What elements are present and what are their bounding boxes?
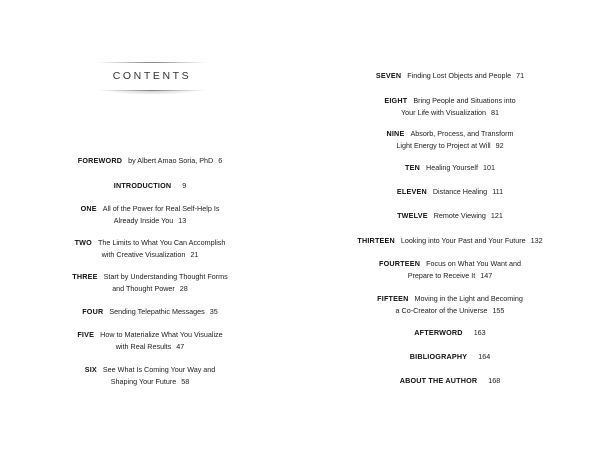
chapter-title: How to Materialize What You Visualize [100, 330, 223, 339]
toc-entry-line [300, 258, 600, 270]
toc-entry [300, 70, 600, 82]
toc-entry [300, 375, 600, 387]
heading-shadow [106, 91, 198, 95]
toc-entry-line [0, 283, 300, 295]
toc-entry-line [300, 293, 600, 305]
toc-entry [300, 235, 600, 247]
toc-entry [300, 128, 600, 151]
chapter-label: ABOUT THE AUTHOR [399, 376, 478, 385]
toc-entry-line [0, 155, 300, 167]
chapter-title: Bring People and Situations into [413, 96, 516, 105]
toc-entry-line [300, 186, 600, 198]
toc-entry-line [300, 128, 600, 140]
page-number: 132 [530, 236, 543, 245]
chapter-label: EIGHT [384, 96, 408, 105]
chapter-label: THREE [72, 272, 98, 281]
right-page [300, 0, 600, 450]
toc-entry-line [300, 305, 600, 317]
page-number: 47 [176, 341, 185, 351]
chapter-label: TEN [405, 163, 421, 172]
toc-entry [300, 293, 600, 316]
page-number: 21 [190, 249, 199, 259]
page-number: 71 [516, 71, 525, 80]
page-number: 163 [473, 328, 486, 337]
toc-entry [0, 180, 300, 192]
chapter-title: Shaping Your Future [110, 376, 177, 386]
chapter-label: FIVE [77, 330, 95, 339]
toc-entry-line [0, 237, 300, 249]
chapter-title: by Albert Amao Soria, PhD [128, 156, 214, 165]
toc-entry [300, 351, 600, 363]
page-number: 164 [478, 352, 491, 361]
page-number: 81 [491, 107, 500, 117]
toc-entry [0, 329, 300, 352]
page-number: 9 [182, 181, 187, 190]
toc-entry [0, 155, 300, 167]
chapter-title: Moving in the Light and Becoming [414, 294, 523, 303]
chapter-title: Prepare to Receive It [407, 270, 476, 280]
toc-entry-line [300, 270, 600, 282]
heading-rule-top [98, 62, 206, 63]
chapter-label: INTRODUCTION [113, 181, 172, 190]
chapter-title: Remote Viewing [433, 211, 486, 220]
chapter-title: Finding Lost Objects and People [407, 71, 512, 80]
chapter-label: ELEVEN [396, 187, 427, 196]
page-number: 13 [178, 215, 187, 225]
chapter-label: TWO [74, 238, 92, 247]
toc-entry [0, 306, 300, 318]
chapter-label: AFTERWORD [414, 328, 463, 337]
chapter-label: THIRTEEN [357, 236, 395, 245]
chapter-title: Light Energy to Project at Will [396, 140, 491, 150]
chapter-title: with Creative Visualization [101, 249, 186, 259]
chapter-title: Sending Telepathic Messages [109, 307, 205, 316]
toc-entry [300, 210, 600, 222]
toc-entry-line [300, 351, 600, 363]
toc-entry-line [0, 215, 300, 227]
chapter-title: Focus on What You Want and [426, 259, 521, 268]
page-number: 111 [492, 187, 504, 196]
toc-entry-line [300, 107, 600, 119]
chapter-title: Looking into Your Past and Your Future [400, 236, 526, 245]
toc-entry-line [300, 70, 600, 82]
toc-entry-line [300, 210, 600, 222]
toc-entry-line [300, 95, 600, 107]
toc-entry-line [300, 235, 600, 247]
toc-entry-line [300, 327, 600, 339]
toc-entry [0, 364, 300, 387]
page-number: 155 [492, 305, 505, 315]
toc-entry [300, 162, 600, 174]
chapter-label: TWELVE [397, 211, 428, 220]
chapter-title: The Limits to What You Can Accomplish [97, 238, 226, 247]
page-number: 101 [482, 163, 495, 172]
toc-entry [0, 237, 300, 260]
page-number: 121 [490, 211, 503, 220]
toc-entry-line [0, 203, 300, 215]
page-number: 28 [179, 283, 188, 293]
chapter-title: Absorb, Process, and Transform [410, 129, 514, 138]
chapter-title: See What Is Coming Your Way and [102, 365, 216, 374]
toc-entry-line [300, 375, 600, 387]
toc-entry-line [0, 180, 300, 192]
toc-entry-line [0, 364, 300, 376]
toc-entry [0, 203, 300, 226]
chapter-label: FOREWORD [77, 156, 123, 165]
toc-entry-line [0, 306, 300, 318]
toc-entry-line [300, 162, 600, 174]
chapter-label: BIBLIOGRAPHY [409, 352, 468, 361]
chapter-title: with Real Results [115, 341, 172, 351]
chapter-title: and Thought Power [112, 283, 175, 293]
chapter-title: a Co-Creator of the Universe [395, 305, 488, 315]
toc-entry-line [0, 329, 300, 341]
page-number: 168 [488, 376, 501, 385]
chapter-title: Distance Healing [432, 187, 488, 196]
contents-title: CONTENTS [112, 70, 192, 82]
toc-entry-line [0, 376, 300, 388]
contents-heading [98, 62, 206, 92]
page-number: 147 [480, 270, 493, 280]
chapter-label: ONE [80, 204, 97, 213]
page-number: 92 [495, 140, 504, 150]
toc-entry [300, 186, 600, 198]
toc-entry [300, 327, 600, 339]
page-number: 58 [181, 376, 190, 386]
chapter-label: FIFTEEN [377, 294, 409, 303]
chapter-label: FOUR [82, 307, 104, 316]
chapter-label: NINE [386, 129, 405, 138]
chapter-title: Already Inside You [113, 215, 174, 225]
page-number: 6 [218, 156, 223, 165]
toc-entry-line [0, 341, 300, 353]
chapter-label: FOURTEEN [379, 259, 421, 268]
toc-entry [300, 258, 600, 281]
chapter-title: All of the Power for Real Self-Help Is [102, 204, 220, 213]
chapter-label: SEVEN [375, 71, 402, 80]
page-number: 35 [209, 307, 218, 316]
toc-entry-line [300, 140, 600, 152]
toc-entry-line [0, 249, 300, 261]
chapter-title: Start by Understanding Thought Forms [103, 272, 228, 281]
chapter-label: SIX [84, 365, 97, 374]
chapter-title: Healing Yourself [426, 163, 478, 172]
toc-entry [300, 95, 600, 118]
toc-entry-line [0, 271, 300, 283]
toc-entry [0, 271, 300, 294]
chapter-title: Your Life with Visualization [400, 107, 487, 117]
